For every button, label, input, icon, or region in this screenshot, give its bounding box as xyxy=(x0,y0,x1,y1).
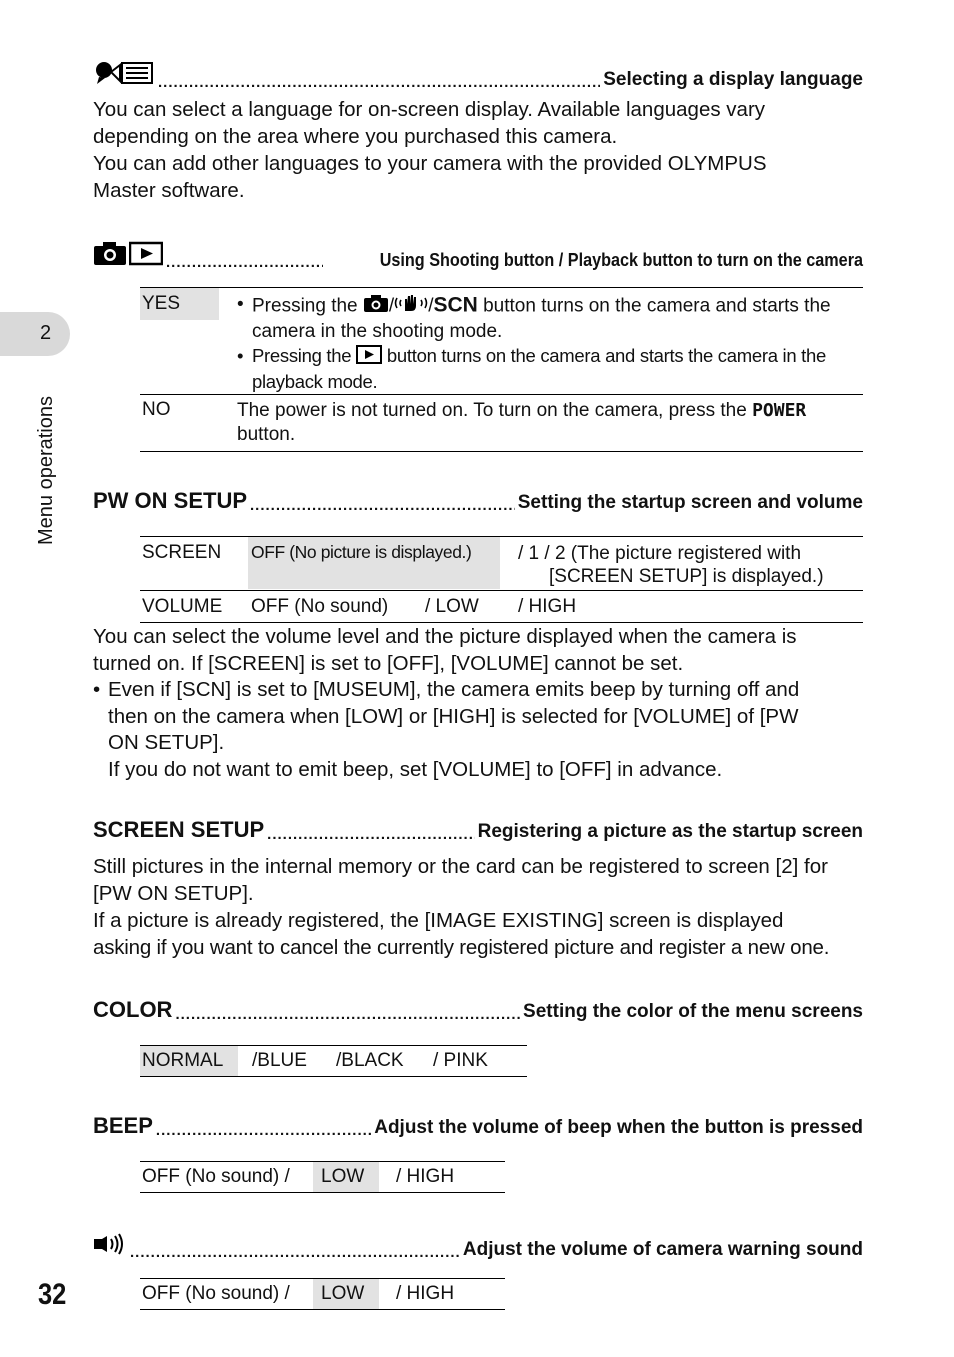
camera-icon xyxy=(93,240,127,271)
pw-on-setup-body: You can select the volume level and the picture displayed when the camera is turned on. If [SCREEN] is set to [OFF], [VOLUME] cannot be set. • Even if [SCN] is set to [MUSEUM], the camera emits beep by turning off and then on the camera when [LOW] or [HIGH] is selected for [VOLUME] of [PW ON SETUP]. If you do not want to emit beep, set [VOLUME] to [OFF] in advance. xyxy=(93,624,868,783)
screen-label: SCREEN xyxy=(142,542,222,563)
warning-sound-description: Adjust the volume of camera warning sound xyxy=(462,1239,863,1260)
screen-setup-heading xyxy=(93,817,863,843)
color-heading xyxy=(93,997,863,1023)
speaker-icon xyxy=(93,1232,127,1261)
power-label: POWER xyxy=(752,400,807,421)
warning-sound-table xyxy=(140,1278,505,1310)
table-row: SCREEN OFF (No picture is displayed.) / 1 / 2 (The picture registered with [SCREEN SETUP] is displayed.) xyxy=(140,537,863,591)
camera-icon xyxy=(363,293,389,320)
chapter-number: 2 xyxy=(40,322,52,344)
language-description: Selecting a display language xyxy=(603,69,863,90)
hand-shake-icon xyxy=(394,293,428,320)
shoot-play-description: Using Shooting button / Playback button to turn on the camera xyxy=(379,250,863,270)
beep-title: BEEP xyxy=(93,1113,153,1138)
table-row: OFF (No sound) / LOW / HIGH xyxy=(140,1279,505,1310)
warning-sound-heading xyxy=(93,1232,863,1261)
pw-on-setup-title: PW ON SETUP xyxy=(93,488,248,513)
speech-list-icon xyxy=(93,60,155,91)
language-body: You can select a language for on-screen display. Available languages vary depending on the area where you purchased this camera. You can add other languages to your camera with the provided OLYMPUS Master software. xyxy=(93,98,767,202)
shoot-play-heading xyxy=(93,240,863,271)
screen-setup-description: Registering a picture as the startup screen xyxy=(477,821,863,842)
pw-on-setup-table xyxy=(140,536,863,623)
table-row: NO The power is not turned on. To turn on the camera, press the POWER button. xyxy=(140,395,863,452)
pw-on-setup-heading xyxy=(93,488,863,514)
table-row: YES • Pressing the / /SCN button turns on the camera and starts the camera in the shooting mode. • Pressing the button turns on the camera and starts the camera in the playback mode. xyxy=(140,288,863,395)
beep-heading xyxy=(93,1113,863,1139)
table-row: NORMAL /BLUE /BLACK / PINK xyxy=(140,1046,527,1077)
play-icon xyxy=(129,240,163,271)
screen-off: OFF (No picture is displayed.) xyxy=(251,542,472,562)
chapter-tab xyxy=(0,312,70,356)
scn-label: SCN xyxy=(433,293,478,317)
screen-setup-body: Still pictures in the internal memory or the card can be registered to screen [2] for [PW ON SETUP]. If a picture is already registered, the [IMAGE EXISTING] screen is displayed asking if you want to cancel the currently registered picture and register a new one. xyxy=(93,855,830,959)
shoot-play-table xyxy=(140,287,863,452)
language-heading xyxy=(93,60,863,91)
volume-label: VOLUME xyxy=(142,596,223,617)
page-number: 32 xyxy=(38,1278,67,1311)
color-title: COLOR xyxy=(93,997,173,1022)
color-description: Setting the color of the menu screens xyxy=(523,1001,863,1022)
table-row: VOLUME OFF (No sound) / LOW / HIGH xyxy=(140,591,863,623)
beep-description: Adjust the volume of beep when the button is pressed xyxy=(374,1117,863,1138)
chapter-label: Menu operations xyxy=(35,396,57,545)
screen-setup-title: SCREEN SETUP xyxy=(93,817,265,842)
pw-on-setup-description: Setting the startup screen and volume xyxy=(517,492,863,513)
table-row: OFF (No sound) / LOW / HIGH xyxy=(140,1162,505,1193)
play-icon xyxy=(356,345,382,370)
no-label: NO xyxy=(142,399,171,420)
color-table xyxy=(140,1045,527,1077)
yes-label: YES xyxy=(142,293,181,314)
beep-table xyxy=(140,1161,505,1193)
